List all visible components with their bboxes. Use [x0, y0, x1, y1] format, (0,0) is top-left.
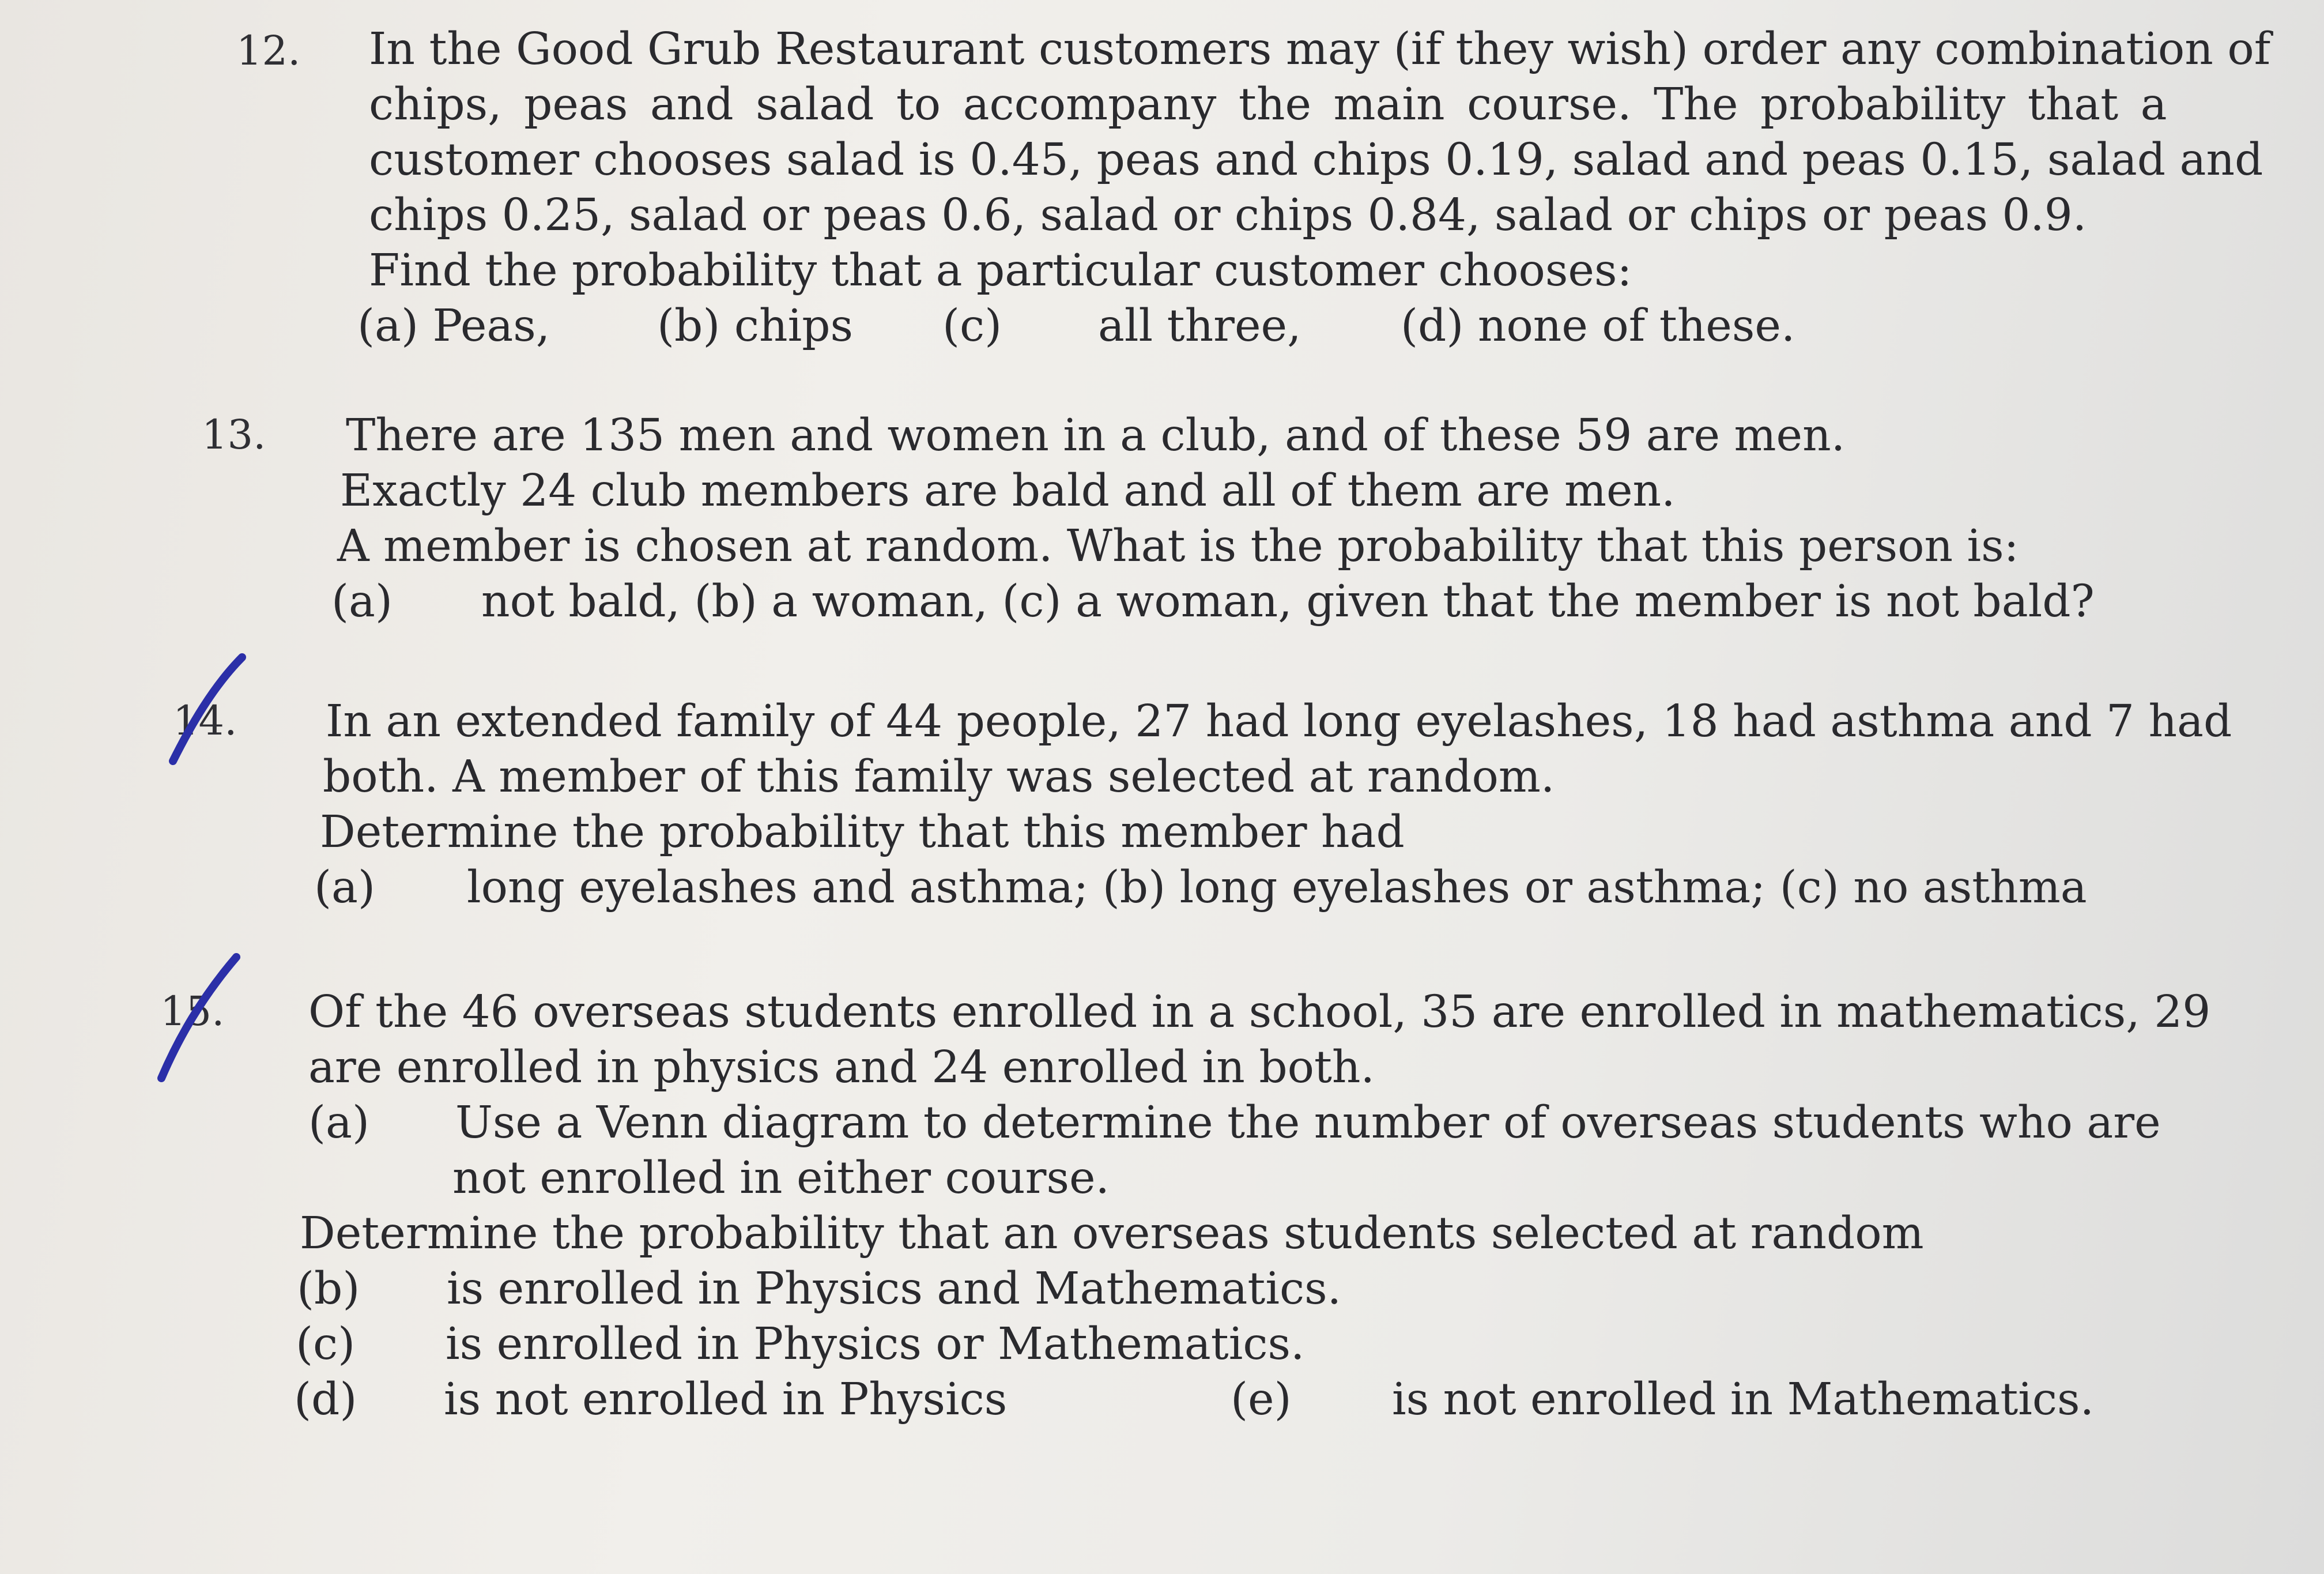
- question-15-mid-line: Determine the probability that an overseas students selected at random: [300, 1208, 1924, 1259]
- question-13-line-2: Exactly 24 club members are bald and all of them are men.: [340, 465, 1676, 517]
- question-14-parts: [314, 860, 2089, 916]
- question-15-part-a-line-1: Use a Venn diagram to determine the number of overseas students who are: [455, 1097, 2161, 1149]
- question-13-line-1: There are 135 men and women in a club, and of these 59 are men.: [346, 410, 1846, 461]
- question-13-parts-text: not bald, (b) a woman, (c) a woman, given that the member is not bald?: [481, 576, 2095, 627]
- question-14-parts-text: long eyelashes and asthma; (b) long eyelashes or asthma; (c) no asthma: [467, 862, 2087, 913]
- question-13-part-a-label: (a): [331, 576, 393, 627]
- question-15-part-b: [297, 1262, 2101, 1317]
- question-12-line-4: chips 0.25, salad or peas 0.6, salad or chips 0.84, salad or chips or peas 0.9.: [369, 190, 2087, 241]
- question-15-part-d-text: is not enrolled in Physics: [444, 1374, 1008, 1425]
- question-12-line-5: Find the probability that a particular customer chooses:: [369, 245, 1632, 296]
- question-14-part-a-label: (a): [314, 862, 375, 913]
- question-15-part-a-line-2: not enrolled in either course.: [452, 1153, 1110, 1204]
- question-15-part-d-e: [294, 1372, 2101, 1428]
- pen-tick-q15-icon: [144, 951, 259, 1084]
- pen-tick-q14-icon: [156, 652, 271, 767]
- question-12-part-c-text: all three,: [1098, 300, 1301, 352]
- question-15-part-b-text: is enrolled in Physics and Mathematics.: [447, 1263, 1342, 1315]
- question-12-part-d: (d) none of these.: [1401, 300, 1795, 352]
- question-15-line-1: Of the 46 overseas students enrolled in a school, 35 are enrolled in mathematics, 29: [308, 986, 2211, 1038]
- question-15-part-a: [308, 1095, 2161, 1151]
- question-15-part-d-label: (d): [294, 1374, 357, 1425]
- question-15-part-b-label: (b): [297, 1263, 360, 1315]
- question-15-line-2: are enrolled in physics and 24 enrolled in both.: [308, 1042, 1375, 1093]
- question-12-line-2: chips, peas and salad to accompany the main course. The probability that a: [369, 79, 2167, 130]
- question-15: [294, 985, 2211, 1428]
- question-14: [314, 694, 2232, 916]
- question-12-line-3: customer chooses salad is 0.45, peas and chips 0.19, salad and peas 0.15, salad and: [369, 134, 2263, 186]
- question-12-part-b: (b) chips: [657, 300, 853, 352]
- question-14-line-1: In an extended family of 44 people, 27 had long eyelashes, 18 had asthma and 7 had: [326, 696, 2232, 747]
- question-15-part-c: [296, 1317, 2101, 1372]
- question-14-number: 14.: [173, 697, 237, 744]
- question-12-parts: [357, 299, 2063, 354]
- question-12: [357, 22, 2271, 354]
- question-12-number: 12.: [236, 27, 301, 74]
- question-12-line-1: In the Good Grub Restaurant customers may (if they wish) order any combination of: [369, 24, 2271, 75]
- question-15-number: 15.: [160, 988, 225, 1035]
- question-14-line-3: Determine the probability that this member had: [320, 807, 1405, 858]
- question-15-part-a-cont: [308, 1151, 2101, 1206]
- question-12-part-a: (a) Peas,: [357, 300, 550, 352]
- question-15-part-c-label: (c): [296, 1319, 356, 1370]
- question-13-number: 13.: [202, 411, 266, 458]
- question-15-part-e-label: (e): [1231, 1374, 1292, 1425]
- question-15-part-a-label: (a): [308, 1097, 369, 1149]
- question-15-part-c-text: is enrolled in Physics or Mathematics.: [446, 1319, 1305, 1370]
- question-15-part-e-text: is not enrolled in Mathematics.: [1392, 1374, 2095, 1425]
- question-13-line-3: A member is chosen at random. What is the probability that this person is:: [337, 521, 2019, 572]
- question-12-part-c-label: (c): [942, 300, 1002, 352]
- question-14-line-2: both. A member of this family was selected at random.: [323, 751, 1555, 803]
- question-13: [331, 408, 2095, 630]
- question-13-parts: [331, 574, 2095, 630]
